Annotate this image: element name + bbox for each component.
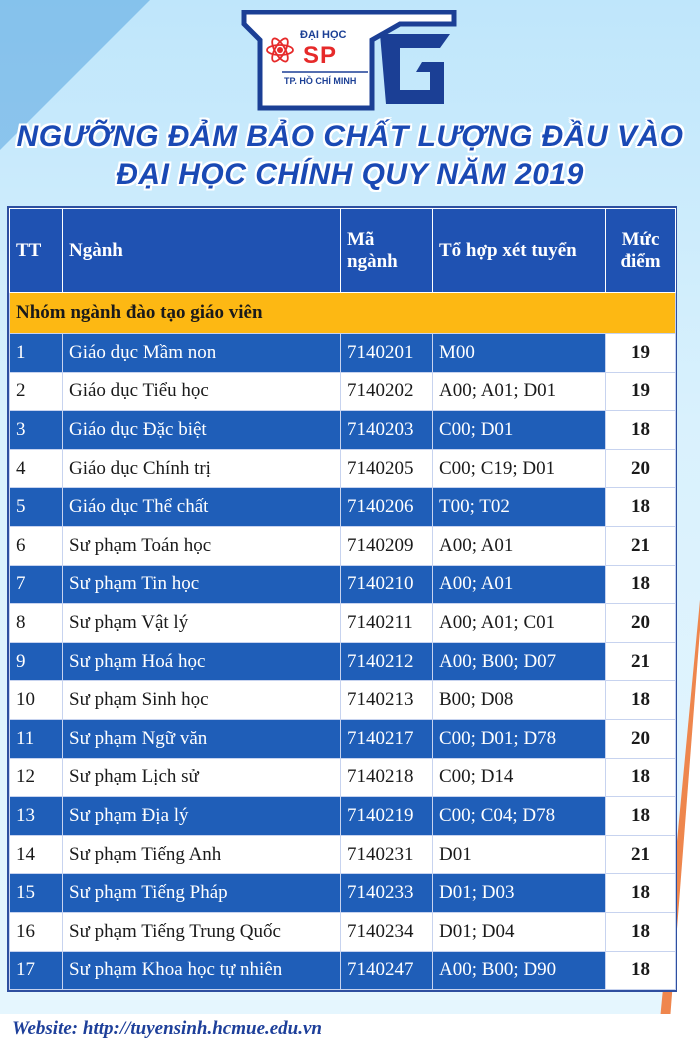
group-label: Nhóm ngành đào tạo giáo viên: [10, 293, 676, 334]
cell-nganh: Giáo dục Tiểu học: [63, 372, 341, 411]
table-row: [10, 411, 676, 450]
logo-text-city: TP. HỒ CHÍ MINH: [284, 76, 357, 86]
table-row: [10, 526, 676, 565]
cell-ma-nganh: 7140202: [341, 372, 433, 411]
cell-nganh: Sư phạm Ngữ văn: [63, 719, 341, 758]
cell-to-hop: A00; B00; D07: [433, 642, 606, 681]
table-row: [10, 642, 676, 681]
table-row: [10, 372, 676, 411]
score-table: [7, 206, 677, 992]
cell-ma-nganh: 7140213: [341, 681, 433, 720]
logo-text-sp: SP: [303, 42, 338, 69]
cell-to-hop: M00: [433, 334, 606, 373]
cell-to-hop: D01; D03: [433, 874, 606, 913]
cell-muc-diem: 18: [606, 488, 676, 527]
cell-ma-nganh: 7140247: [341, 951, 433, 990]
cell-muc-diem: 19: [606, 334, 676, 373]
cell-to-hop: C00; C19; D01: [433, 449, 606, 488]
table-row: [10, 912, 676, 951]
cell-nganh: Sư phạm Địa lý: [63, 797, 341, 836]
cell-to-hop: C00; D01; D78: [433, 719, 606, 758]
cell-nganh: Sư phạm Toán học: [63, 526, 341, 565]
cell-nganh: Giáo dục Mầm non: [63, 334, 341, 373]
cell-muc-diem: 19: [606, 372, 676, 411]
cell-nganh: Sư phạm Vật lý: [63, 604, 341, 643]
cell-to-hop: A00; A01: [433, 565, 606, 604]
header-to-hop: Tổ hợp xét tuyển: [433, 209, 606, 293]
cell-nganh: Giáo dục Đặc biệt: [63, 411, 341, 450]
cell-muc-diem: 20: [606, 719, 676, 758]
cell-to-hop: A00; A01; D01: [433, 372, 606, 411]
cell-ma-nganh: 7140211: [341, 604, 433, 643]
cell-ma-nganh: 7140210: [341, 565, 433, 604]
page-title-line-2: ĐẠI HỌC CHÍNH QUY NĂM 2019: [116, 158, 584, 191]
cell-nganh: Sư phạm Sinh học: [63, 681, 341, 720]
cell-ma-nganh: 7140233: [341, 874, 433, 913]
cell-to-hop: T00; T02: [433, 488, 606, 527]
cell-to-hop: C00; D01: [433, 411, 606, 450]
cell-nganh: Sư phạm Tiếng Anh: [63, 835, 341, 874]
cell-ma-nganh: 7140218: [341, 758, 433, 797]
cell-ma-nganh: 7140201: [341, 334, 433, 373]
cell-nganh: Sư phạm Tin học: [63, 565, 341, 604]
cell-nganh: Sư phạm Lịch sử: [63, 758, 341, 797]
table-row: [10, 951, 676, 990]
cell-muc-diem: 21: [606, 835, 676, 874]
cell-muc-diem: 18: [606, 565, 676, 604]
cell-tt: 11: [10, 719, 63, 758]
cell-ma-nganh: 7140205: [341, 449, 433, 488]
cell-muc-diem: 18: [606, 411, 676, 450]
table-row: [10, 604, 676, 643]
group-row: [10, 293, 676, 334]
cell-muc-diem: 18: [606, 912, 676, 951]
cell-tt: 9: [10, 642, 63, 681]
cell-tt: 8: [10, 604, 63, 643]
cell-ma-nganh: 7140212: [341, 642, 433, 681]
cell-nganh: Sư phạm Tiếng Trung Quốc: [63, 912, 341, 951]
cell-tt: 14: [10, 835, 63, 874]
cell-ma-nganh: 7140219: [341, 797, 433, 836]
cell-nganh: Sư phạm Hoá học: [63, 642, 341, 681]
cell-muc-diem: 18: [606, 797, 676, 836]
cell-to-hop: B00; D08: [433, 681, 606, 720]
cell-ma-nganh: 7140206: [341, 488, 433, 527]
cell-tt: 7: [10, 565, 63, 604]
cell-to-hop: A00; A01; C01: [433, 604, 606, 643]
cell-tt: 1: [10, 334, 63, 373]
cell-nganh: Giáo dục Thể chất: [63, 488, 341, 527]
cell-muc-diem: 18: [606, 951, 676, 990]
cell-tt: 15: [10, 874, 63, 913]
cell-tt: 16: [10, 912, 63, 951]
header-muc-line1: Mức: [621, 228, 660, 250]
cell-tt: 12: [10, 758, 63, 797]
cell-muc-diem: 18: [606, 681, 676, 720]
page-title-line-1: NGƯỠNG ĐẢM BẢO CHẤT LƯỢNG ĐẦU VÀO: [16, 120, 684, 153]
header-muc-diem: [606, 209, 676, 293]
cell-ma-nganh: 7140209: [341, 526, 433, 565]
table-row: [10, 719, 676, 758]
cell-ma-nganh: 7140234: [341, 912, 433, 951]
table-header-row: [10, 209, 676, 293]
cell-muc-diem: 21: [606, 642, 676, 681]
cell-ma-nganh: 7140203: [341, 411, 433, 450]
cell-nganh: Sư phạm Tiếng Pháp: [63, 874, 341, 913]
table-row: [10, 874, 676, 913]
cell-tt: 17: [10, 951, 63, 990]
cell-tt: 6: [10, 526, 63, 565]
logo-text-dai-hoc: ĐẠI HỌC: [300, 29, 347, 41]
cell-to-hop: A00; B00; D90: [433, 951, 606, 990]
university-logo: [240, 10, 458, 112]
header-ma-nganh: [341, 209, 433, 293]
cell-to-hop: D01: [433, 835, 606, 874]
cell-muc-diem: 18: [606, 874, 676, 913]
cell-tt: 3: [10, 411, 63, 450]
table-row: [10, 835, 676, 874]
cell-muc-diem: 21: [606, 526, 676, 565]
table-row: [10, 565, 676, 604]
header-muc-line2: điểm: [620, 250, 661, 272]
cell-muc-diem: 20: [606, 449, 676, 488]
cell-tt: 5: [10, 488, 63, 527]
header-nganh: Ngành: [63, 209, 341, 293]
cell-tt: 13: [10, 797, 63, 836]
cell-tt: 10: [10, 681, 63, 720]
cell-nganh: Sư phạm Khoa học tự nhiên: [63, 951, 341, 990]
logo-frame: [240, 10, 458, 112]
cell-to-hop: A00; A01: [433, 526, 606, 565]
cell-to-hop: D01; D04: [433, 912, 606, 951]
table-row: [10, 797, 676, 836]
table-row: [10, 449, 676, 488]
cell-tt: 4: [10, 449, 63, 488]
table-row: [10, 681, 676, 720]
cell-muc-diem: 18: [606, 758, 676, 797]
table-row: [10, 488, 676, 527]
cell-nganh: Giáo dục Chính trị: [63, 449, 341, 488]
cell-ma-nganh: 7140217: [341, 719, 433, 758]
cell-to-hop: C00; C04; D78: [433, 797, 606, 836]
table-row: [10, 334, 676, 373]
header-ma-line1: Mã: [347, 228, 375, 250]
header-ma-line2: ngành: [347, 250, 398, 272]
cell-tt: 2: [10, 372, 63, 411]
cell-ma-nganh: 7140231: [341, 835, 433, 874]
table-row: [10, 758, 676, 797]
header-tt: TT: [10, 209, 63, 293]
website-link[interactable]: Website: http://tuyensinh.hcmue.edu.vn: [12, 1018, 323, 1039]
cell-to-hop: C00; D14: [433, 758, 606, 797]
cell-muc-diem: 20: [606, 604, 676, 643]
